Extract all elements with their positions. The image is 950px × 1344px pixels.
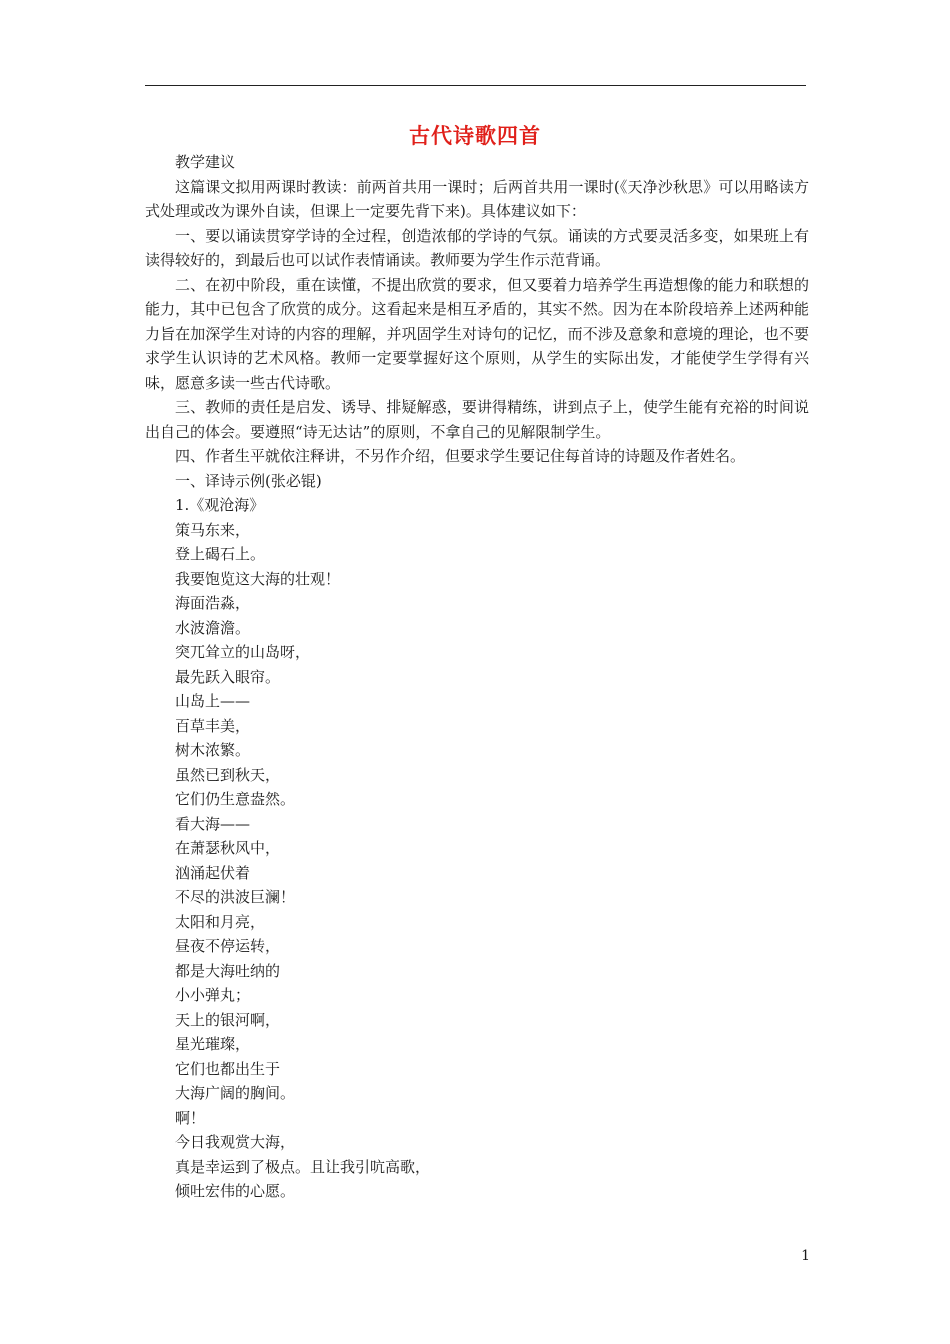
- poem-line: 都是大海吐纳的: [175, 961, 281, 980]
- poem-line: 百草丰美，: [175, 716, 251, 735]
- poem-line: 虽然已到秋天，: [175, 765, 281, 784]
- poem-line: 不尽的洪波巨澜！: [175, 888, 296, 906]
- poem-line: 看大海——: [175, 814, 251, 833]
- section-heading: 教学建议: [175, 153, 236, 171]
- document-title: 古代诗歌四首: [409, 123, 541, 148]
- poem-line: 今日我观赏大海，: [175, 1133, 296, 1151]
- poem-line: 在萧瑟秋风中，: [175, 839, 281, 857]
- paragraph-suggestion-1: 一、要以诵读贯穿学诗的全过程，创造浓郁的学诗的气氛。诵读的方式要灵活多变，如果班上有读得较好的，到最后也可以试作表情诵读。教师要为学生作示范背诵。: [145, 226, 809, 269]
- poem-line: 它们仍生意盎然。: [175, 790, 296, 808]
- paragraph-suggestion-3: 三、教师的责任是启发、诱导、排疑解惑，要讲得精练，讲到点子上，使学生能有充裕的时间说出自己的体会。要遵照“诗无达诂”的原则，不拿自己的见解限制学生。: [145, 398, 809, 441]
- poem-line: 海面浩淼，: [175, 594, 251, 612]
- poem-line: 太阳和月亮，: [175, 912, 266, 931]
- paragraph-suggestion-2: 二、在初中阶段，重在读懂，不提出欣赏的要求，但又要着力培养学生再造想像的能力和联想的能力，其中已包含了欣赏的成分。这看起来是相互矛盾的，其实不然。因为在本阶段培养上述两种能力旨在加深学生对诗的内容的理解，并巩固学生对诗句的记忆，而不涉及意象和意境的理论，也不要求学生认识诗的艺术风格。教师一定要掌握好这个原则，从学生的实际出发，才能使学生学得有兴味，愿意多读一些古代诗歌。: [145, 275, 809, 392]
- poem-line: 它们也都出生于: [175, 1059, 281, 1078]
- poem-line: 真是幸运到了极点。且让我引吭高歌，: [175, 1157, 431, 1176]
- poem-line: 登上碣石上。: [175, 545, 266, 563]
- poem-line: 昼夜不停运转，: [175, 937, 281, 955]
- poem-heading: 1.《观沧海》: [175, 496, 265, 514]
- poem-line: 我要饱览这大海的壮观！: [175, 569, 341, 588]
- poem-line: 小小弹丸；: [175, 986, 251, 1004]
- poem-line: 山岛上——: [175, 692, 251, 710]
- poem-line: 树木浓繁。: [175, 741, 251, 759]
- poem-line: 水波澹澹。: [175, 618, 251, 637]
- poem-line: 倾吐宏伟的心愿。: [175, 1182, 296, 1200]
- poem-line: 星光璀璨，: [175, 1035, 251, 1053]
- header-rule: [145, 85, 806, 86]
- poem-line: 突兀耸立的山岛呀，: [175, 643, 311, 661]
- poem-line: 汹涌起伏着: [175, 863, 251, 882]
- poem-line: 啊！: [175, 1108, 206, 1127]
- poem-line: 策马东来，: [175, 520, 251, 539]
- poem-lines: [145, 518, 809, 1204]
- paragraph-suggestion-4: 四、作者生平就依注释讲，不另作介绍，但要求学生要记住每首诗的诗题及作者姓名。: [175, 447, 746, 465]
- poem-line: 大海广阔的胸间。: [175, 1084, 296, 1102]
- document-body: [145, 150, 809, 1204]
- example-heading: 一、译诗示例(张必锟): [175, 471, 322, 490]
- poem-line: 天上的银河啊，: [175, 1010, 281, 1029]
- paragraph-intro: 这篇课文拟用两课时教读：前两首共用一课时；后两首共用一课时(《天净沙秋思》可以用略读方式处理或改为课外自读，但课上一定要先背下来)。具体建议如下：: [145, 177, 809, 220]
- page-number: 1: [801, 1248, 810, 1264]
- poem-line: 最先跃入眼帘。: [175, 667, 281, 686]
